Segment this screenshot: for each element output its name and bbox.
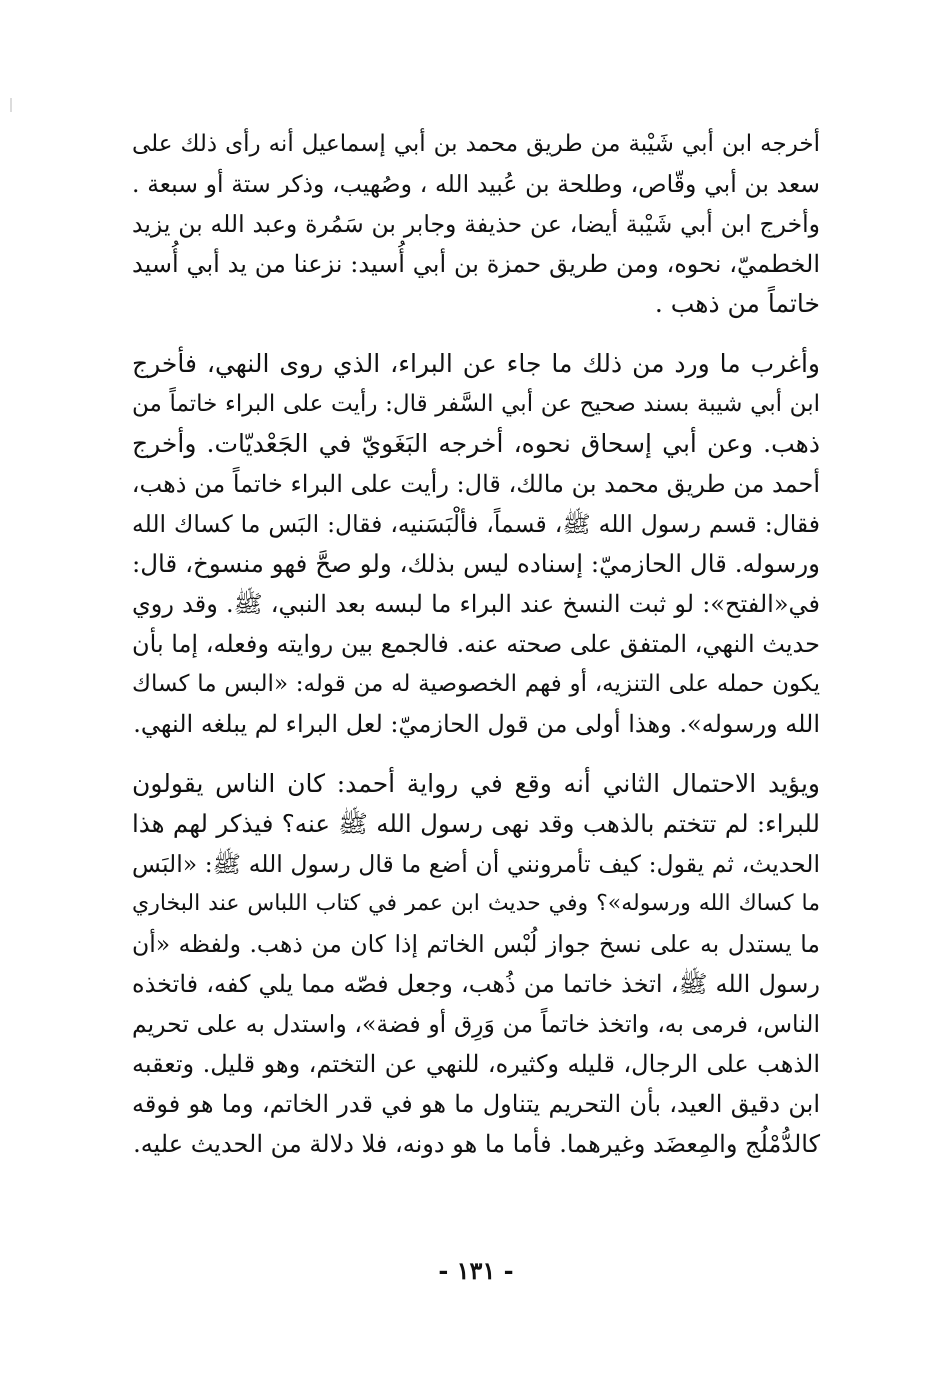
text-line: يكون حمله على التنزيه، أو فهم الخصوصية له من قوله: «البس ما كساك — [132, 671, 820, 697]
paragraph-3 — [132, 764, 820, 1164]
page-number: - ١٣١ - — [438, 1256, 514, 1285]
text-line: ورسوله. قال الحازميّ: إسناده ليس بذلك، ولو صحَّ فهو منسوخ، قال: — [132, 549, 820, 578]
text-line: أخرجه ابن أبي شَيْبة من طريق محمد بن أبي إسماعيل أنه رأى ذلك على — [132, 131, 820, 157]
text-line: أحمد من طريق محمد بن مالك، قال: رأيت على البراء خاتماً من ذهب، — [131, 470, 820, 498]
text-line: ما يستدل به على نسخ جواز لُبْس الخاتم إذا كان من ذهب. ولفظه «أن — [132, 930, 820, 958]
text-line: وأغرب ما ورد من ذلك ما جاء عن البراء، الذي روى النهي، فأخرج — [132, 349, 820, 378]
text-line: ويؤيد الاحتمال الثاني أنه وقع في رواية أحمد: كان الناس يقولون — [132, 769, 820, 798]
paragraph-2 — [132, 344, 820, 744]
paragraph-1 — [132, 124, 820, 324]
text-line: الخطميّ، نحوه، ومن طريق حمزة بن أبي أُسيد: نزعنا من يد أبي أُسيد — [132, 250, 820, 278]
text-line: للبراء: لم تتختم بالذهب وقد نهى رسول الله ﷺ عنه؟ فيذكر لهم هذا — [132, 809, 820, 838]
text-line: ما كساك الله ورسوله»؟ وفي حديث ابن عمر في كتاب اللباس عند البخاري — [132, 891, 820, 916]
text-line: حديث النهي، المتفق على صحته عنه. فالجمع بين روايته وفعله، إما بأن — [132, 630, 820, 658]
text-line: فقال: قسم رسول الله ﷺ، قسماً، فألْبَسَنيه، فقال: البَس ما كساك الله — [132, 510, 820, 538]
text-line: كالدُّمْلُج والمِعضَد وغيرهما. فأما ما هو دونه، فلا دلالة من الحديث عليه. — [133, 1130, 820, 1158]
text-line: ابن أبي شيبة بسند صحيح عن أبي السَّفر قال: رأيت على البراء خاتماً من — [132, 391, 820, 417]
text-line: خاتماً من ذهب . — [654, 289, 820, 318]
text-line: الله ورسوله». وهذا أولى من قول الحازميّ: لعل البراء لم يبلغه النهي. — [133, 710, 820, 738]
text-line: الذهب على الرجال، قليله وكثيره، للنهي عن التختم، وهو قليل. وتعقبه — [132, 1050, 820, 1078]
text-line: سعد بن أبي وقّاص، وطلحة بن عُبيد الله ، وصُهيب، وذكر ستة أو سبعة . — [132, 170, 820, 198]
body-text — [132, 124, 820, 1164]
scan-margin-mark — [10, 98, 12, 112]
text-line: ابن دقيق العيد، بأن التحريم يتناول ما هو في قدر الخاتم، وما هو فوقه — [132, 1090, 820, 1118]
text-line: الحديث، ثم يقول: كيف تأمرونني أن أضع ما قال رسول الله ﷺ: «البَس — [132, 850, 820, 878]
text-line: الناس، فرمى به، واتخذ خاتماً من وَرِق أو فضة»، واستدل به على تحريم — [132, 1010, 820, 1038]
text-line: ذهب. وعن أبي إسحاق نحوه، أخرجه البَغَويّ في الجَعْديّات. وأخرج — [132, 429, 820, 458]
text-line: رسول الله ﷺ، اتخذ خاتما من ذُهب، وجعل فصّه مما يلي كفه، فاتخذه — [132, 970, 820, 998]
text-line: وأخرج ابن أبي شَيْبة أيضا، عن حذيفة وجابر بن سَمُرة وعبد الله بن يزيد — [132, 210, 820, 238]
text-line: في«الفتح»: لو ثبت النسخ عند البراء ما لبسه بعد النبي، ﷺ. وقد روي — [132, 590, 820, 618]
